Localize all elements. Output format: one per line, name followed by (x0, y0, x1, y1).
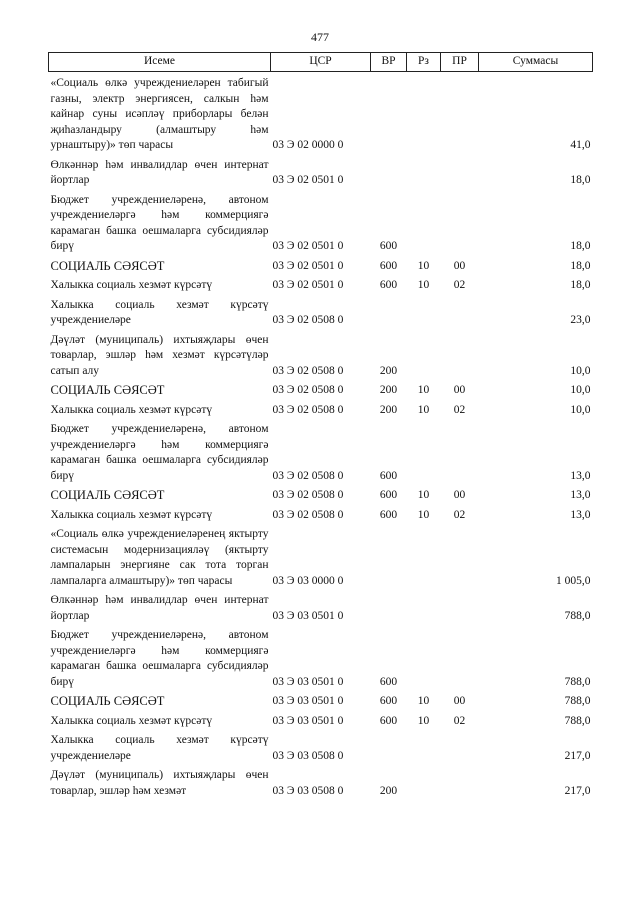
cell-pr: 00 (453, 259, 466, 272)
cell-pr (441, 624, 479, 690)
cell-rz: 10 (417, 489, 430, 501)
cell-rz: 10 (417, 508, 430, 521)
table-row (49, 710, 593, 730)
column-header-csr: ЦСР (271, 53, 371, 72)
cell-vr: 200 (379, 403, 398, 416)
table-row (49, 189, 593, 255)
table-row (49, 624, 593, 690)
cell-sum: 10,0 (570, 364, 591, 377)
cell-vr (371, 729, 407, 764)
cell-vr: 600 (379, 714, 398, 727)
cell-rz: 10 (417, 695, 430, 707)
cell-vr (371, 294, 407, 329)
cell-csr: 03 Э 02 0501 0 (272, 240, 344, 252)
cell-vr (371, 589, 407, 624)
cell-name: Халыкка социаль хезмәт күрсәтү учреждениеләре (50, 734, 269, 762)
cell-rz (407, 154, 441, 189)
cell-name: Халыкка социаль хезмәт күрсәтү (50, 508, 213, 521)
cell-sum: 217,0 (564, 784, 591, 797)
cell-name: Бюджет учреждениеләренә, автоном учреждениеләргә һәм коммерциягә карамаган башка оешмаларга субсидияләр бирү (50, 423, 269, 482)
cell-sum: 10,0 (570, 384, 591, 396)
cell-csr: 03 Э 02 0501 0 (272, 279, 344, 291)
cell-name: Өлкәннәр һәм инвалидлар өчен интернат йортлар (50, 158, 269, 186)
cell-sum: 13,0 (570, 508, 591, 521)
cell-rz: 10 (417, 384, 430, 396)
cell-pr (441, 729, 479, 764)
cell-vr: 600 (379, 469, 398, 482)
cell-csr: 03 Э 02 0508 0 (272, 364, 344, 377)
table-row (49, 154, 593, 189)
cell-csr: 03 Э 03 0501 0 (272, 695, 344, 707)
column-header-name: Исеме (49, 53, 271, 72)
cell-pr: 02 (453, 508, 466, 521)
cell-vr (371, 523, 407, 589)
cell-rz (407, 418, 441, 484)
cell-csr: 03 Э 03 0000 0 (272, 574, 344, 587)
cell-sum: 788,0 (564, 695, 591, 707)
cell-pr: 02 (453, 279, 466, 291)
cell-pr (441, 294, 479, 329)
cell-csr: 03 Э 02 0508 0 (272, 384, 344, 396)
table-row (49, 764, 593, 799)
cell-sum: 788,0 (564, 609, 591, 622)
table-row (49, 379, 593, 399)
page-number: 477 (311, 30, 329, 44)
column-header-rz: Рз (407, 53, 441, 72)
cell-rz (407, 189, 441, 255)
cell-name: Өлкәннәр һәм инвалидлар өчен интернат йортлар (50, 594, 269, 622)
cell-sum: 788,0 (564, 714, 591, 727)
cell-sum: 41,0 (570, 139, 591, 151)
cell-name: Дәүләт (муниципаль) ихтыяҗлары өчен товарлар, эшләр һәм хезмәт (50, 769, 269, 797)
table-row (49, 418, 593, 484)
cell-name: Дәүләт (муниципаль) ихтыяҗлары өчен товарлар, эшләр һәм хезмәт күрсәтүләр сатып алу (50, 333, 269, 377)
cell-rz: 10 (417, 403, 430, 416)
cell-vr: 600 (379, 675, 398, 688)
cell-csr: 03 Э 02 0508 0 (272, 403, 344, 416)
cell-name: СОЦИАЛЬ СӘЯСӘТ (50, 694, 165, 708)
cell-name: СОЦИАЛЬ СӘЯСӘТ (50, 488, 165, 502)
table-row (49, 399, 593, 419)
cell-vr: 600 (379, 489, 398, 501)
cell-csr: 03 Э 03 0501 0 (272, 714, 344, 727)
cell-csr: 03 Э 03 0508 0 (272, 784, 344, 797)
cell-pr (441, 189, 479, 255)
table-row (49, 294, 593, 329)
cell-csr: 03 Э 03 0508 0 (272, 749, 344, 762)
table-row (49, 274, 593, 294)
cell-pr: 00 (453, 384, 466, 396)
cell-pr: 02 (453, 714, 466, 727)
cell-vr: 600 (379, 259, 398, 272)
cell-sum: 23,0 (570, 314, 591, 326)
cell-sum: 1 005,0 (556, 574, 591, 587)
cell-pr (441, 329, 479, 380)
cell-csr: 03 Э 02 0508 0 (272, 469, 344, 482)
table-row (49, 484, 593, 504)
cell-sum: 18,0 (570, 279, 591, 291)
budget-table (48, 52, 593, 799)
cell-sum: 10,0 (570, 403, 591, 416)
cell-sum: 18,0 (570, 259, 591, 272)
cell-rz (407, 72, 441, 154)
cell-vr: 200 (379, 784, 398, 797)
column-header-vr: ВР (371, 53, 407, 72)
cell-csr: 03 Э 03 0501 0 (272, 609, 344, 622)
cell-pr: 00 (453, 695, 466, 707)
cell-csr: 03 Э 02 0508 0 (272, 314, 344, 326)
cell-name: Бюджет учреждениеләренә, автоном учреждениеләргә һәм коммерциягә карамаган башка оешмаларга субсидияләр бирү (50, 629, 269, 688)
cell-name: СОЦИАЛЬ СӘЯСӘТ (50, 383, 165, 397)
cell-vr: 600 (379, 240, 398, 252)
table-header-row (49, 53, 593, 72)
table-row (49, 255, 593, 275)
cell-rz: 10 (417, 259, 430, 272)
cell-name: Халыкка социаль хезмәт күрсәтү (50, 714, 213, 727)
cell-sum: 18,0 (570, 174, 591, 186)
cell-name: «Социаль өлкә учреждениеләренең яктырту системасын модернизацияләү (яктырту лампаларын энергияне сак тота торган лампаларга алмаштыру)» төп чарасы (50, 528, 269, 587)
cell-pr: 02 (453, 403, 466, 416)
cell-sum: 788,0 (564, 675, 591, 688)
cell-name: Халыкка социаль хезмәт күрсәтү (50, 279, 213, 291)
cell-csr: 03 Э 02 0508 0 (272, 489, 344, 501)
cell-name: Бюджет учреждениеләренә, автоном учреждениеләргә һәм коммерциягә карамаган башка оешмаларга субсидияләр бирү (50, 193, 269, 252)
cell-csr: 03 Э 02 0501 0 (272, 259, 344, 272)
cell-rz: 10 (417, 279, 430, 291)
cell-vr (371, 72, 407, 154)
cell-vr: 200 (379, 384, 398, 396)
table-row (49, 589, 593, 624)
cell-sum: 18,0 (570, 240, 591, 252)
cell-vr: 200 (379, 364, 398, 377)
cell-vr (371, 154, 407, 189)
cell-name: Халыкка социаль хезмәт күрсәтү (50, 403, 213, 416)
cell-vr: 600 (379, 695, 398, 707)
table-row (49, 72, 593, 154)
cell-pr (441, 418, 479, 484)
cell-rz (407, 729, 441, 764)
cell-sum: 13,0 (570, 489, 591, 501)
cell-csr: 03 Э 03 0501 0 (272, 675, 344, 688)
cell-name: Халыкка социаль хезмәт күрсәтү учреждениеләре (50, 298, 269, 326)
table-body (49, 72, 593, 800)
cell-csr: 03 Э 02 0508 0 (272, 508, 344, 521)
cell-sum: 217,0 (564, 749, 591, 762)
cell-rz (407, 294, 441, 329)
cell-rz (407, 523, 441, 589)
cell-pr (441, 72, 479, 154)
cell-sum: 13,0 (570, 469, 591, 482)
cell-name: СОЦИАЛЬ СӘЯСӘТ (50, 258, 165, 273)
cell-rz (407, 589, 441, 624)
cell-csr: 03 Э 02 0501 0 (272, 174, 344, 186)
cell-vr: 600 (379, 508, 398, 521)
cell-pr (441, 523, 479, 589)
column-header-pr: ПР (441, 53, 479, 72)
cell-csr: 03 Э 02 0000 0 (272, 139, 344, 151)
cell-pr: 00 (453, 489, 466, 501)
cell-name: «Социаль өлкә учреждениеләрен табигый газны, электр энергиясен, салкын һәм кайнар суны исәпләү приборлары белән җиһазландыру (алмаштыру һәм урнаштыру)» төп чарасы (50, 77, 269, 151)
cell-rz (407, 764, 441, 799)
cell-rz (407, 624, 441, 690)
table-row (49, 729, 593, 764)
column-header-sum: Суммасы (479, 53, 593, 72)
table-row (49, 523, 593, 589)
cell-pr (441, 154, 479, 189)
cell-rz: 10 (417, 714, 430, 727)
table-row (49, 504, 593, 524)
cell-rz (407, 329, 441, 380)
cell-pr (441, 764, 479, 799)
table-row (49, 690, 593, 710)
table-row (49, 329, 593, 380)
cell-vr: 600 (379, 279, 398, 291)
cell-pr (441, 589, 479, 624)
